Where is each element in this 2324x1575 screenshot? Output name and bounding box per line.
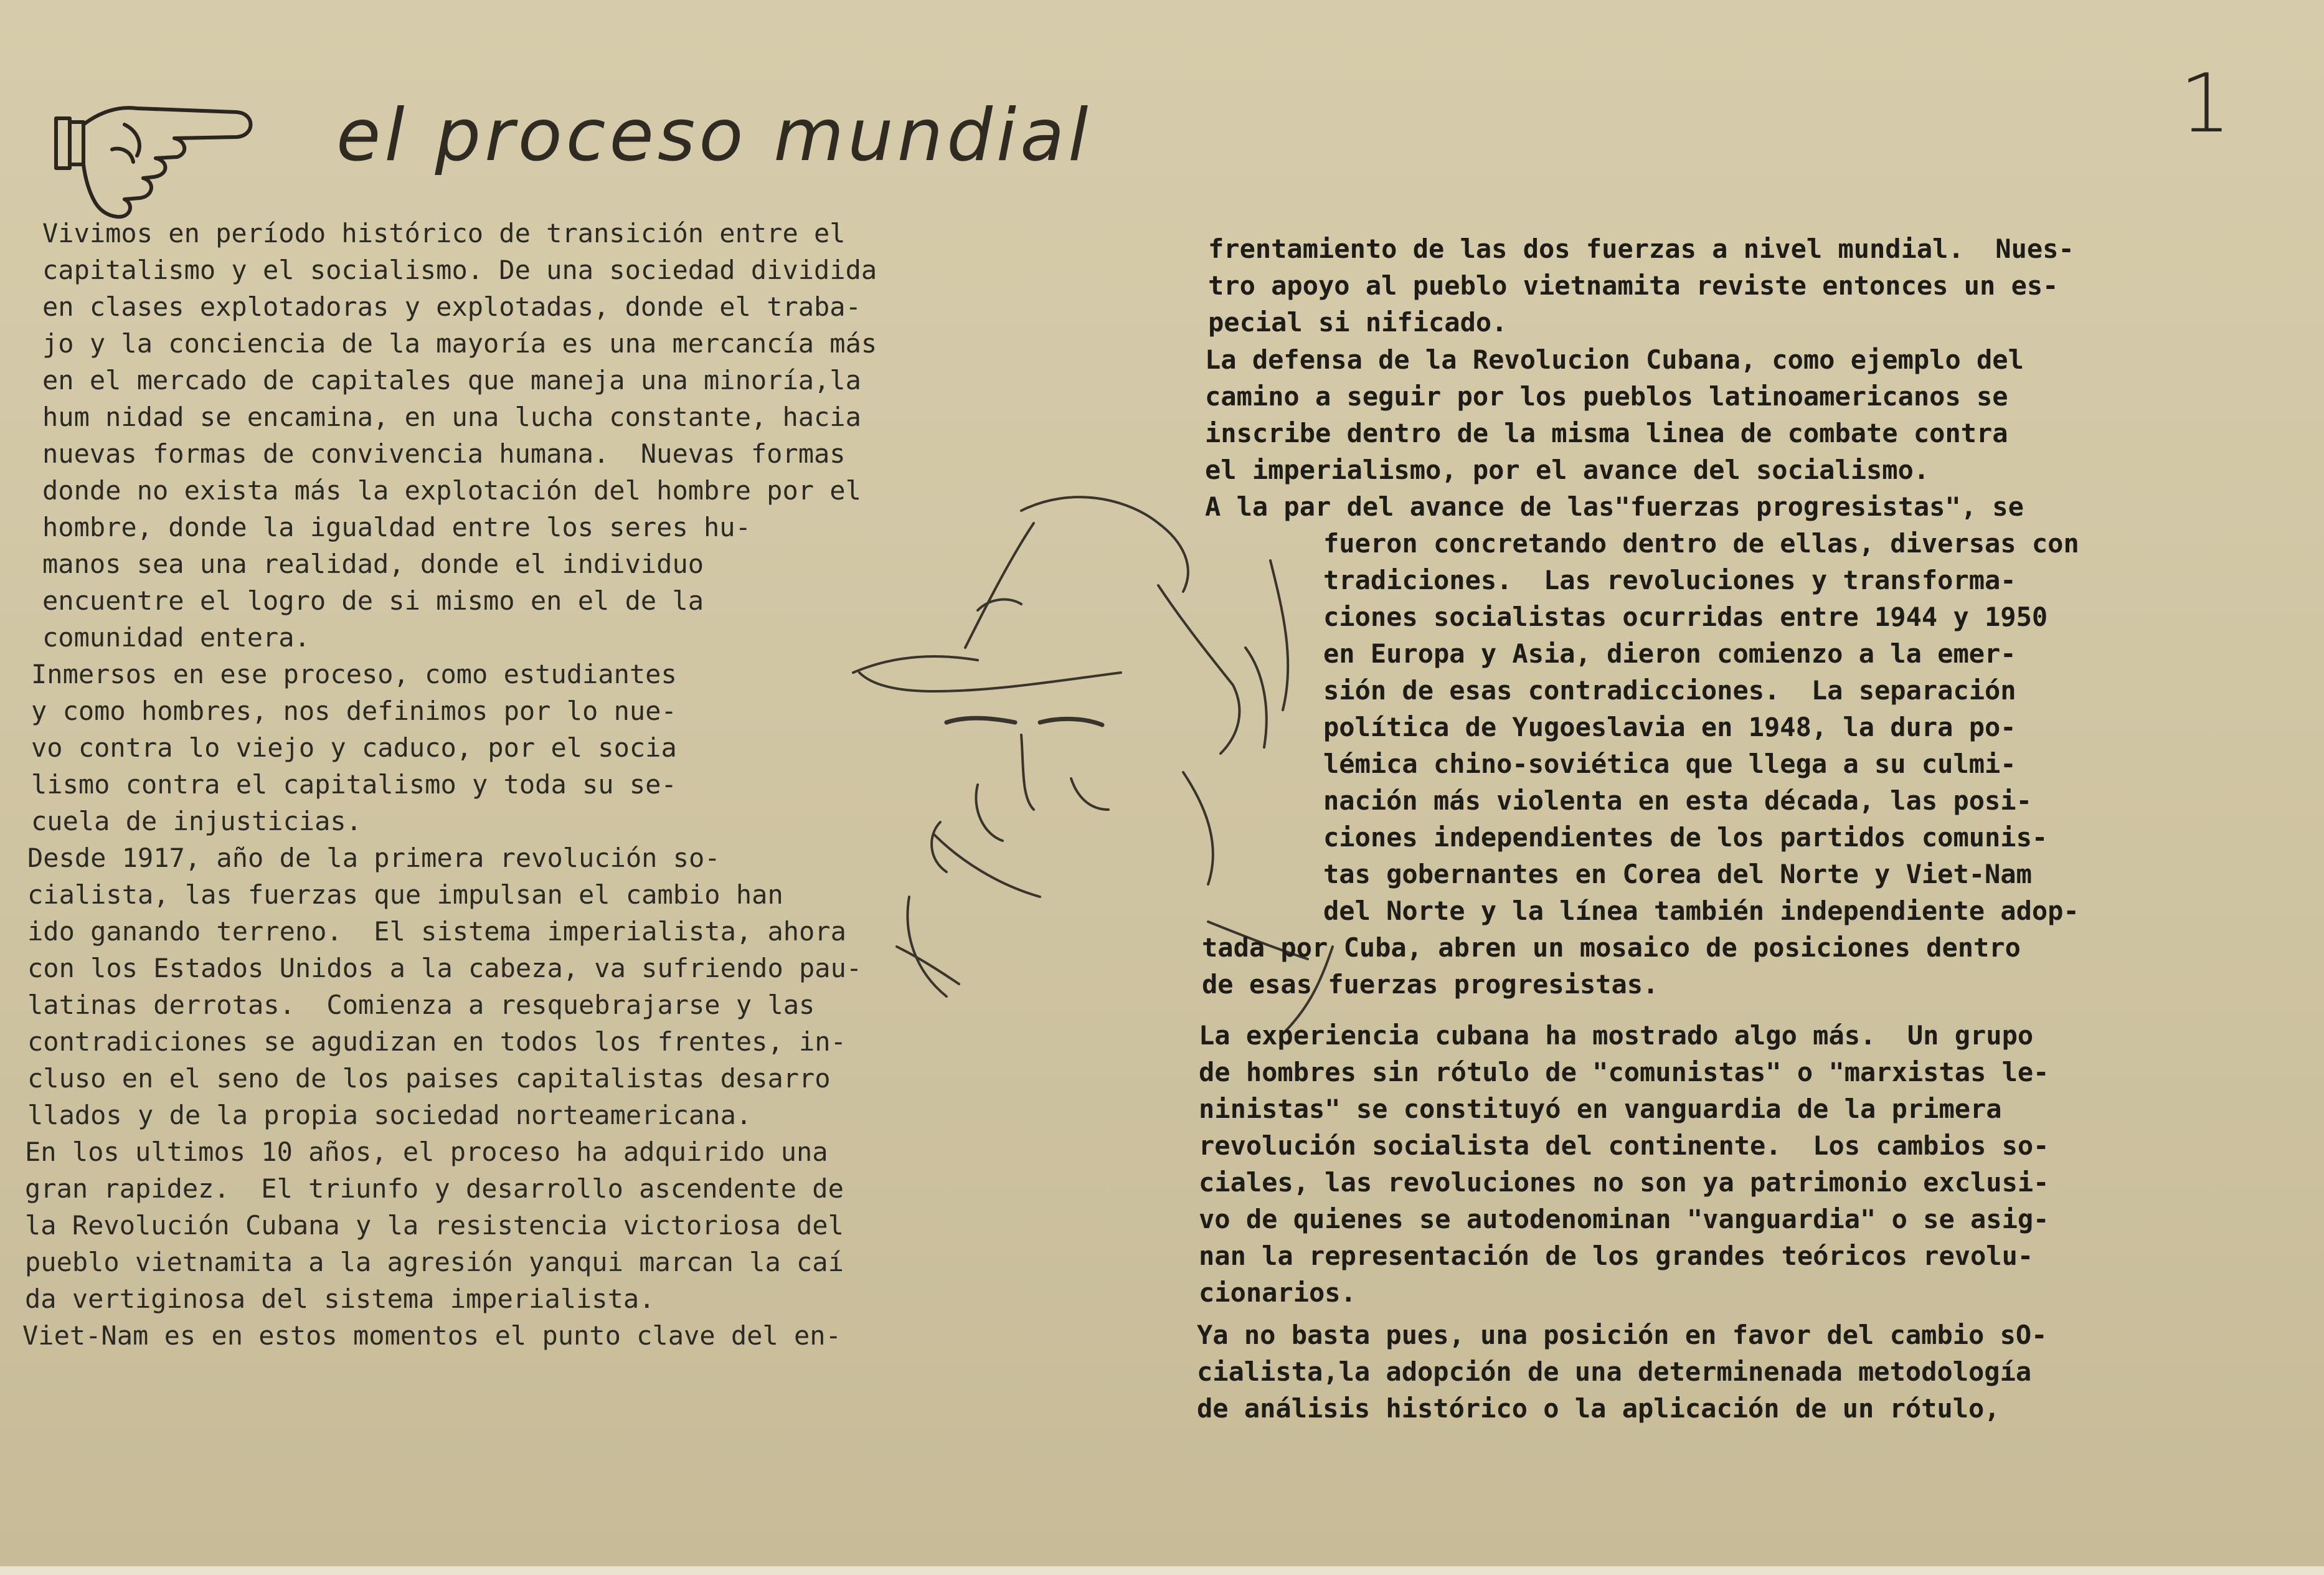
left-paragraph-2 bbox=[31, 656, 677, 840]
pointing-hand-icon bbox=[50, 87, 274, 224]
page-title: el proceso mundial bbox=[336, 93, 1092, 177]
right-paragraph-4 bbox=[1199, 1017, 2049, 1311]
text-line: inscribe dentro de la misma linea de combate contra bbox=[1205, 418, 2008, 448]
text-line: cuela de injusticias. bbox=[31, 806, 362, 836]
text-line: sión de esas contradicciones. La separación bbox=[1323, 675, 2016, 706]
text-line: en clases explotadoras y explotadas, donde el traba- bbox=[42, 291, 861, 322]
text-line: ciones socialistas ocurridas entre 1944 y 1950 bbox=[1323, 602, 2048, 632]
text-line: fueron concretando dentro de ellas, diversas con bbox=[1323, 528, 2079, 559]
text-line: nan la representación de los grandes teóricos revolu- bbox=[1199, 1241, 2034, 1271]
text-line: tas gobernantes en Corea del Norte y Viet-Nam bbox=[1323, 859, 2032, 889]
text-line: latinas derrotas. Comienza a resquebrajarse y las bbox=[27, 990, 815, 1020]
text-line: hombre, donde la igualdad entre los seres hu- bbox=[42, 512, 751, 542]
text-line: tradiciones. Las revoluciones y transforma- bbox=[1323, 565, 2016, 595]
text-line: contradiciones se agudizan en todos los frentes, in- bbox=[27, 1026, 846, 1057]
text-line: vo de quienes se autodenominan "vanguardia" o se asig- bbox=[1199, 1204, 2049, 1234]
text-line: tada por Cuba, abren un mosaico de posiciones dentro bbox=[1202, 932, 2021, 963]
text-line: con los Estados Unidos a la cabeza, va sufriendo pau- bbox=[27, 953, 862, 983]
text-line: Viet-Nam es en estos momentos el punto clave del en- bbox=[22, 1320, 841, 1351]
text-line: La experiencia cubana ha mostrado algo más. Un grupo bbox=[1199, 1020, 2034, 1051]
right-paragraph-3-intro bbox=[1205, 488, 2024, 525]
text-line: Vivimos en período histórico de transición entre el bbox=[42, 218, 846, 248]
text-line: revolución socialista del continente. Los cambios so- bbox=[1199, 1130, 2049, 1161]
right-paragraph-3-wrap bbox=[1323, 525, 2079, 929]
text-line: cionarios. bbox=[1199, 1277, 1356, 1308]
text-line: el imperialismo, por el avance del socialismo. bbox=[1205, 455, 1930, 485]
text-line: ninistas" se constituyó en vanguardia de la primera bbox=[1199, 1094, 2002, 1124]
text-line: la Revolución Cubana y la resistencia victoriosa del bbox=[25, 1210, 844, 1241]
text-line: lismo contra el capitalismo y toda su se- bbox=[31, 769, 677, 800]
text-line: cialista, las fuerzas que impulsan el cambio han bbox=[27, 879, 783, 910]
text-line: lémica chino-soviética que llega a su culmi- bbox=[1323, 749, 2016, 779]
text-line: hum nidad se encamina, en una lucha constante, hacia bbox=[42, 402, 861, 432]
text-line: política de Yugoeslavia en 1948, la dura po- bbox=[1323, 712, 2016, 742]
text-line: del Norte y la línea también independiente adop- bbox=[1323, 896, 2079, 926]
text-line: donde no exista más la explotación del hombre por el bbox=[42, 475, 861, 506]
text-line: capitalismo y el socialismo. De una sociedad dividida bbox=[42, 255, 877, 285]
right-paragraph-3-end bbox=[1202, 929, 2021, 1003]
right-paragraph-5 bbox=[1197, 1317, 2047, 1427]
text-line: vo contra lo viejo y caduco, por el socia bbox=[31, 732, 677, 763]
text-line: pecial si nificado. bbox=[1208, 307, 1508, 338]
text-line: encuentre el logro de si mismo en el de la bbox=[42, 585, 704, 616]
text-line: tro apoyo al pueblo vietnamita reviste entonces un es- bbox=[1208, 270, 2059, 301]
text-line: En los ultimos 10 años, el proceso ha adquirido una bbox=[25, 1137, 828, 1167]
text-line: nación más violenta en esta década, las posi- bbox=[1323, 785, 2032, 816]
text-line: da vertiginosa del sistema imperialista. bbox=[25, 1284, 655, 1314]
text-line: comunidad entera. bbox=[42, 622, 310, 653]
text-line: pueblo vietnamita a la agresión yanqui marcan la caí bbox=[25, 1247, 844, 1277]
text-line: Desde 1917, año de la primera revolución so- bbox=[27, 843, 720, 873]
text-line: Ya no basta pues, una posición en favor del cambio sO- bbox=[1197, 1320, 2048, 1350]
text-line: cluso en el seno de los paises capitalistas desarro bbox=[27, 1063, 831, 1094]
paper-edge bbox=[0, 1566, 2324, 1575]
text-line: cialista,la adopción de una determinenada metodología bbox=[1197, 1356, 2032, 1387]
left-paragraph-4 bbox=[25, 1133, 844, 1317]
text-line: en el mercado de capitales que maneja una minoría,la bbox=[42, 365, 861, 395]
right-paragraph-2 bbox=[1205, 341, 2024, 488]
text-line: camino a seguir por los pueblos latinoamericanos se bbox=[1205, 381, 2008, 412]
text-line: A la par del avance de las"fuerzas progresistas", se bbox=[1205, 491, 2024, 522]
text-line: manos sea una realidad, donde el individuo bbox=[42, 549, 704, 579]
page-number: 1 bbox=[2180, 56, 2231, 151]
text-line: La defensa de la Revolucion Cubana, como ejemplo del bbox=[1205, 344, 2024, 375]
text-line: jo y la conciencia de la mayoría es una mercancía más bbox=[42, 328, 877, 359]
left-paragraph-3 bbox=[27, 840, 862, 1133]
text-line: de hombres sin rótulo de "comunistas" o "marxistas le- bbox=[1199, 1057, 2049, 1087]
text-line: de análisis histórico o la aplicación de un rótulo, bbox=[1197, 1393, 2000, 1424]
text-line: gran rapidez. El triunfo y desarrollo ascendente de bbox=[25, 1173, 844, 1204]
text-line: llados y de la propia sociedad norteamericana. bbox=[27, 1100, 752, 1130]
text-line: ido ganando terreno. El sistema imperialista, ahora bbox=[27, 916, 846, 947]
text-line: nuevas formas de convivencia humana. Nuevas formas bbox=[42, 438, 846, 469]
text-line: ciales, las revoluciones no son ya patrimonio exclusi- bbox=[1199, 1167, 2049, 1198]
right-paragraph-1 bbox=[1208, 230, 2074, 341]
text-line: Inmersos en ese proceso, como estudiantes bbox=[31, 659, 677, 689]
text-line: en Europa y Asia, dieron comienzo a la emer- bbox=[1323, 638, 2016, 669]
text-line: frentamiento de las dos fuerzas a nivel mundial. Nues- bbox=[1208, 234, 2074, 264]
left-paragraph-5 bbox=[22, 1317, 841, 1354]
left-paragraph-1 bbox=[42, 215, 877, 656]
text-line: y como hombres, nos definimos por lo nue- bbox=[31, 696, 677, 726]
text-line: ciones independientes de los partidos comunis- bbox=[1323, 822, 2048, 853]
text-line: de esas fuerzas progresistas. bbox=[1202, 969, 1659, 1000]
